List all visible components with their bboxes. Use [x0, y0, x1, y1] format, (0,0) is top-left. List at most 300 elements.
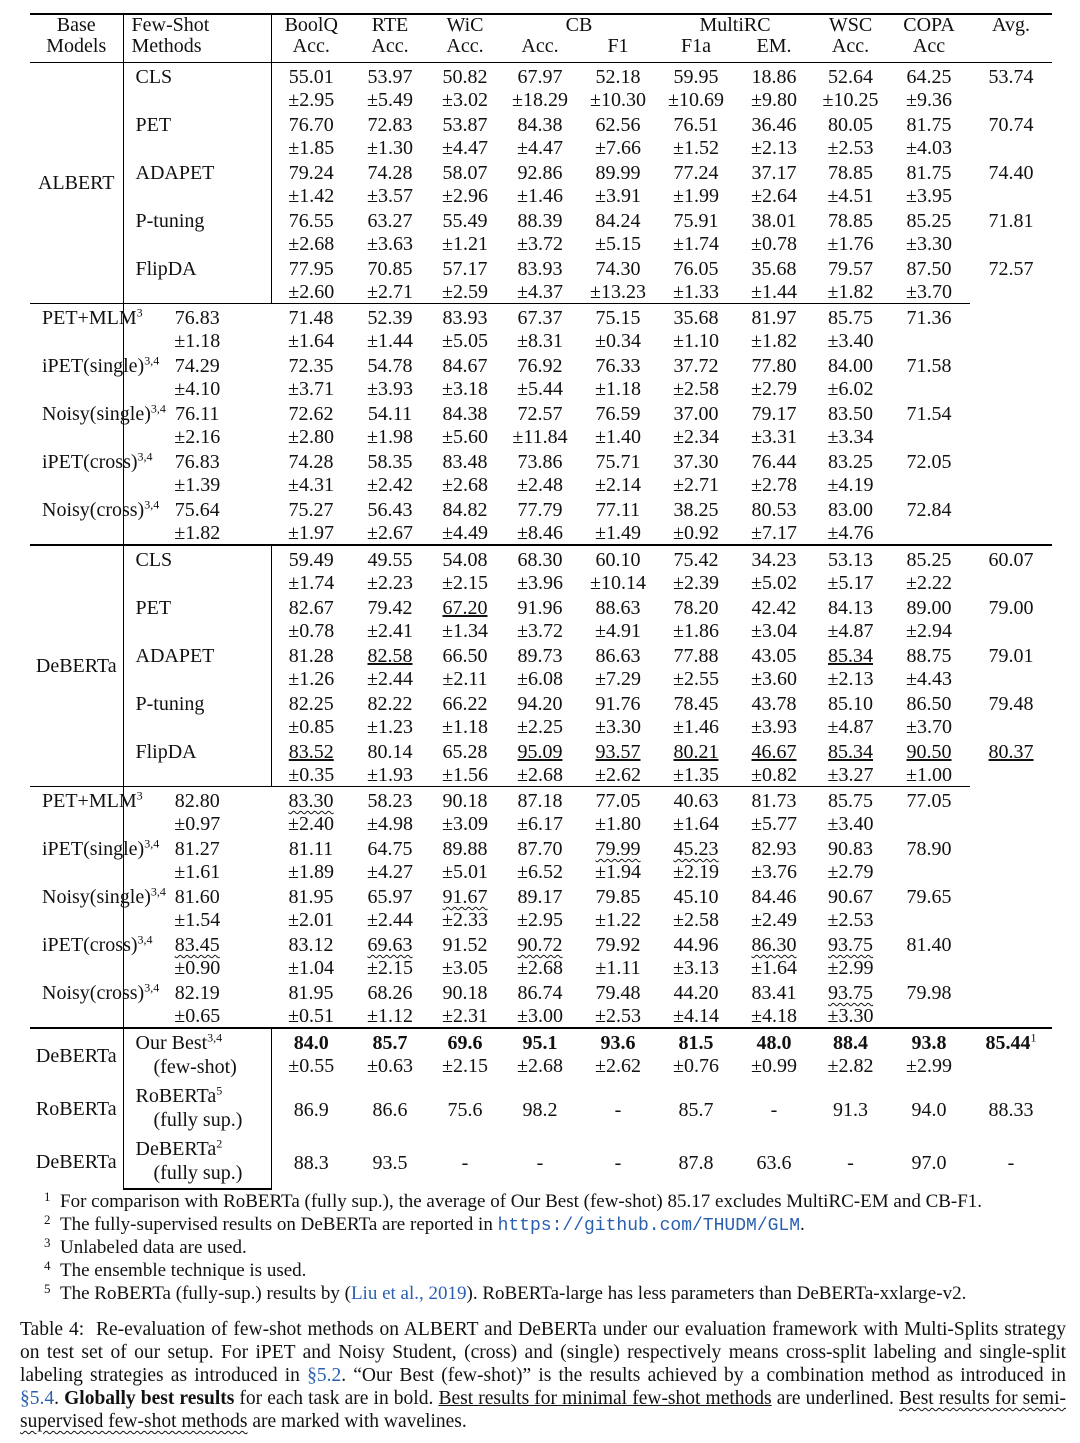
- std-cell: ±1.98: [367, 426, 413, 448]
- std-cell: ±1.61: [174, 861, 221, 883]
- std-cell: ±9.80: [751, 89, 797, 111]
- value-text: 93.75: [828, 982, 874, 1004]
- value-text: 90.67: [828, 886, 874, 908]
- base-model-label: RoBERTa: [30, 1082, 123, 1135]
- std-cell: [888, 957, 970, 979]
- value-cell: [888, 304, 970, 331]
- results-table: [30, 13, 1052, 1190]
- value-cell: [970, 594, 1052, 620]
- value-text: 78.45: [673, 693, 719, 715]
- value-cell: [813, 400, 888, 426]
- std-cell: ±1.93: [367, 764, 413, 786]
- base-models-header-2: Models: [30, 36, 123, 63]
- method-footnote-mark: 3: [136, 788, 143, 803]
- std-row: [30, 957, 1052, 979]
- std-cell: ±2.31: [442, 1005, 488, 1027]
- value-cell: [351, 1082, 429, 1135]
- value-text: 78.20: [673, 597, 719, 619]
- value-text: 83.52: [288, 741, 334, 763]
- value-cell: [888, 1028, 970, 1055]
- rte-header: RTE: [351, 14, 429, 36]
- value-text: 77.05: [906, 790, 952, 812]
- value-text: 88.4: [833, 1032, 869, 1054]
- value-text: 81.75: [906, 162, 952, 184]
- value-text: 59.49: [288, 549, 334, 571]
- table-row: [30, 496, 1052, 522]
- value-text: 76.70: [288, 114, 334, 136]
- std-cell: ±1.49: [595, 522, 641, 544]
- value-text: 70.85: [367, 258, 413, 280]
- std-cell: ±2.13: [751, 137, 797, 159]
- value-cell: [735, 642, 813, 668]
- value-cell: [735, 545, 813, 572]
- value-text: 68.30: [517, 549, 563, 571]
- value-text: 67.97: [517, 66, 563, 88]
- value-cell: [735, 883, 813, 909]
- method-label: FlipDA: [135, 741, 197, 763]
- footnote-1-mark: 1: [44, 1189, 51, 1204]
- std-cell: ±0.35: [288, 764, 335, 786]
- value-text: 75.27: [288, 499, 334, 521]
- cb-acc-header: Acc.: [501, 36, 579, 63]
- method-footnote-mark: 3,4: [144, 980, 160, 995]
- citation-link[interactable]: Liu et al., 2019: [350, 1283, 467, 1304]
- value-cell: [735, 63, 813, 90]
- std-cell: ±1.30: [367, 137, 413, 159]
- value-text: 80.21: [673, 741, 719, 763]
- std-cell: ±4.76: [827, 522, 874, 544]
- std-cell: ±3.40: [827, 813, 874, 835]
- value-text: 73.86: [517, 451, 563, 473]
- method-label: iPET(cross): [42, 934, 138, 956]
- value-cell: [657, 979, 735, 1005]
- method-name: [30, 979, 160, 1028]
- std-cell: ±3.70: [906, 716, 952, 738]
- method-footnote-mark: 3,4: [144, 836, 160, 851]
- value-text: 77.05: [595, 790, 641, 812]
- value-text: 52.64: [828, 66, 874, 88]
- value-cell: [271, 1135, 351, 1189]
- value-text: 52.39: [367, 307, 413, 329]
- value-text: 72.62: [288, 403, 334, 425]
- value-cell: [888, 255, 970, 281]
- std-cell: ±2.01: [288, 909, 334, 931]
- method-label: Noisy(single): [42, 403, 151, 425]
- value-text: 37.72: [673, 355, 719, 377]
- value-text: 76.11: [175, 403, 220, 425]
- value-text: 55.49: [442, 210, 488, 232]
- value-text: 89.17: [517, 886, 563, 908]
- value-cell: [429, 352, 501, 378]
- method-sublabel: (fully sup.): [123, 1108, 271, 1135]
- value-text: 52.18: [595, 66, 641, 88]
- value-cell: [970, 1082, 1052, 1135]
- value-cell: [735, 738, 813, 764]
- value-text: 58.07: [442, 162, 488, 184]
- std-cell: ±1.74: [673, 233, 719, 255]
- value-cell: [429, 642, 501, 668]
- std-cell: [970, 716, 1052, 738]
- std-cell: ±1.39: [174, 474, 221, 496]
- std-cell: ±2.68: [288, 233, 335, 255]
- value-cell: [735, 1082, 813, 1135]
- std-cell: ±2.68: [517, 957, 563, 979]
- value-cell: [579, 835, 657, 861]
- std-cell: ±3.96: [517, 572, 563, 594]
- final-row: [30, 1028, 1052, 1055]
- value-text: 79.42: [367, 597, 413, 619]
- value-text: 84.24: [595, 210, 641, 232]
- value-cell: [271, 400, 351, 426]
- std-cell: ±3.60: [751, 668, 797, 690]
- value-cell: [888, 1082, 970, 1135]
- std-cell: ±1.44: [751, 281, 797, 303]
- method-label: iPET(cross): [42, 451, 138, 473]
- value-text: 76.44: [751, 451, 797, 473]
- std-cell: [970, 764, 1052, 787]
- value-cell: [351, 159, 429, 185]
- method-name: [30, 787, 143, 836]
- rte-acc-header: Acc.: [351, 36, 429, 63]
- table-row: [30, 545, 1052, 572]
- method-label: ADAPET: [135, 645, 215, 667]
- table-row: [30, 63, 1052, 90]
- value-cell: [429, 690, 501, 716]
- caption-underline: Best results for minimal few-shot methods: [438, 1388, 772, 1409]
- value-text: 76.33: [595, 355, 641, 377]
- value-text: 90.18: [442, 790, 488, 812]
- value-text: 89.88: [442, 838, 488, 860]
- value-text: 75.91: [673, 210, 719, 232]
- value-cell: [813, 1028, 888, 1055]
- value-text: 79.48: [988, 693, 1034, 715]
- std-cell: ±3.93: [751, 716, 797, 738]
- value-text: 85.7: [678, 1098, 714, 1121]
- table-row: [30, 787, 1052, 814]
- value-text: -: [847, 1152, 854, 1174]
- std-cell: ±1.44: [367, 330, 413, 352]
- std-cell: ±4.43: [906, 668, 952, 690]
- value-text: 83.25: [828, 451, 874, 473]
- value-text: 67.20: [442, 597, 488, 619]
- value-cell: [501, 255, 579, 281]
- value-text: 90.83: [828, 838, 874, 860]
- method-label: Noisy(cross): [42, 499, 145, 521]
- method-name: [123, 207, 271, 255]
- value-cell: [429, 63, 501, 90]
- value-text: 64.25: [906, 66, 952, 88]
- std-cell: [888, 861, 970, 883]
- std-cell: ±0.63: [367, 1055, 413, 1077]
- value-text: 50.82: [442, 66, 488, 88]
- value-cell: [501, 207, 579, 233]
- method-footnote-mark: 3,4: [137, 932, 153, 947]
- method-label: ADAPET: [135, 162, 215, 184]
- std-cell: [970, 620, 1052, 642]
- value-cell: [657, 642, 735, 668]
- value-cell: [813, 255, 888, 281]
- std-cell: ±4.47: [442, 137, 488, 159]
- value-cell: [351, 931, 429, 957]
- value-cell: [735, 400, 813, 426]
- method-label: Our Best: [135, 1032, 208, 1054]
- std-cell: [970, 281, 1052, 304]
- value-cell: [657, 787, 735, 814]
- std-cell: ±4.49: [442, 522, 488, 544]
- section-ref-5-2[interactable]: §5.2: [307, 1365, 342, 1386]
- value-cell: [813, 1082, 888, 1135]
- method-name: [30, 448, 153, 496]
- value-text: 83.12: [288, 934, 334, 956]
- std-cell: ±1.34: [442, 620, 488, 642]
- std-cell: ±2.67: [367, 522, 413, 544]
- std-cell: ±0.55: [288, 1055, 335, 1077]
- value-text: 83.30: [288, 790, 334, 812]
- value-text: 81.75: [906, 114, 952, 136]
- value-cell: [351, 545, 429, 572]
- value-cell: [970, 642, 1052, 668]
- std-cell: ±11.84: [512, 426, 568, 448]
- value-cell: [888, 496, 970, 522]
- value-cell: [888, 738, 970, 764]
- std-cell: ±13.23: [590, 281, 646, 303]
- value-text: 80.05: [828, 114, 874, 136]
- value-cell: [501, 979, 579, 1005]
- std-cell: ±2.53: [827, 909, 874, 931]
- value-cell: [888, 1135, 970, 1189]
- value-cell: [429, 111, 501, 137]
- std-cell: ±3.09: [442, 813, 488, 835]
- value-cell: [351, 207, 429, 233]
- value-text: 72.57: [517, 403, 563, 425]
- final-row-2: [30, 1055, 1052, 1082]
- footnote-4: [44, 1259, 1064, 1282]
- section-ref-5-4[interactable]: §5.4: [20, 1388, 55, 1409]
- value-text: 91.3: [833, 1098, 869, 1121]
- std-cell: ±2.15: [442, 572, 488, 594]
- std-cell: ±5.15: [595, 233, 641, 255]
- method-sublabel: (fully sup.): [123, 1161, 271, 1189]
- std-cell: ±18.29: [512, 89, 568, 111]
- std-cell: ±0.78: [288, 620, 335, 642]
- std-cell: ±7.29: [595, 668, 641, 690]
- value-cell: [970, 545, 1052, 572]
- value-cell: [813, 207, 888, 233]
- value-text: 82.19: [174, 982, 220, 1004]
- value-text: 88.33: [988, 1098, 1034, 1121]
- value-text: 82.22: [367, 693, 413, 715]
- value-cell: [813, 63, 888, 90]
- footnote-5-text: The RoBERTa (fully-sup.) results by (: [60, 1283, 351, 1304]
- value-text: 94.0: [911, 1098, 947, 1121]
- std-cell: ±2.16: [174, 426, 221, 448]
- std-cell: ±1.64: [673, 813, 719, 835]
- value-text: 71.58: [906, 355, 952, 377]
- value-cell: [351, 1135, 429, 1189]
- value-cell: [735, 1135, 813, 1189]
- value-cell: [970, 63, 1052, 90]
- value-text: 65.97: [367, 886, 413, 908]
- table-row: [30, 835, 1052, 861]
- value-cell: [579, 690, 657, 716]
- value-cell: [351, 594, 429, 620]
- std-cell: ±1.21: [442, 233, 488, 255]
- value-cell: [735, 1028, 813, 1055]
- std-cell: ±1.89: [288, 861, 334, 883]
- value-text: 83.93: [517, 258, 563, 280]
- std-cell: ±2.96: [442, 185, 488, 207]
- value-text: 60.10: [595, 549, 641, 571]
- std-cell: ±2.15: [442, 1055, 488, 1077]
- value-text: 78.85: [828, 210, 874, 232]
- value-text: 88.75: [906, 645, 952, 667]
- value-cell: [501, 738, 579, 764]
- value-text: 79.85: [595, 886, 641, 908]
- std-cell: [970, 572, 1052, 594]
- caption-text-1: Re-evaluation of few-shot methods on ALBERT and DeBERTa under our evaluation framework with Multi-Splits strategy on test set of our setup. For iPET and Noisy Student, (cross) and (single) respectively means cross-split labeling and single-split labeling strategies as introduced in: [20, 1319, 1067, 1386]
- method-name: [30, 400, 166, 448]
- method-footnote-mark: 3: [136, 305, 143, 320]
- value-cell: [813, 787, 888, 814]
- std-cell: [888, 522, 970, 545]
- footnote-5: [44, 1282, 1064, 1305]
- method-label: iPET(single): [42, 355, 145, 377]
- value-cell: [271, 1028, 351, 1055]
- value-text: 83.41: [751, 982, 797, 1004]
- value-text: 87.50: [906, 258, 952, 280]
- std-cell: ±3.30: [595, 716, 641, 738]
- std-cell: ±1.22: [595, 909, 641, 931]
- std-row: [30, 1005, 1052, 1028]
- std-cell: ±3.31: [751, 426, 797, 448]
- table-row: [30, 400, 1052, 426]
- value-cell: [657, 594, 735, 620]
- std-cell: ±5.44: [517, 378, 563, 400]
- std-cell: [888, 909, 970, 931]
- std-cell: ±2.44: [367, 668, 413, 690]
- value-cell: [970, 207, 1052, 233]
- value-text: 37.30: [673, 451, 719, 473]
- std-cell: ±2.68: [442, 474, 488, 496]
- value-cell: [813, 931, 888, 957]
- footnote-1: [44, 1190, 1064, 1213]
- value-text: 54.11: [367, 403, 413, 425]
- wsc-header: WSC: [813, 14, 888, 36]
- value-text: 86.6: [372, 1098, 408, 1121]
- value-text: 82.67: [288, 597, 334, 619]
- std-cell: [888, 378, 970, 400]
- value-text: 82.58: [367, 645, 413, 667]
- value-cell: [271, 255, 351, 281]
- value-cell: [735, 594, 813, 620]
- footnote-3-mark: 3: [44, 1235, 51, 1250]
- std-cell: ±3.91: [595, 185, 641, 207]
- value-cell: [501, 642, 579, 668]
- value-text: 65.28: [442, 741, 488, 763]
- std-cell: ±3.18: [442, 378, 488, 400]
- std-cell: ±10.30: [590, 89, 646, 111]
- table-row: [30, 352, 1052, 378]
- std-cell: ±3.00: [517, 1005, 563, 1027]
- github-link[interactable]: https://github.com/THUDM/GLM: [497, 1216, 801, 1236]
- value-cell: [888, 400, 970, 426]
- method-name: [123, 1028, 271, 1055]
- value-text: 83.93: [442, 307, 488, 329]
- value-text: 81.97: [751, 307, 797, 329]
- std-cell: ±0.65: [174, 1005, 221, 1027]
- value-cell: [501, 1028, 579, 1055]
- std-cell: [970, 1055, 1052, 1082]
- value-cell: [271, 448, 351, 474]
- value-cell: [657, 448, 735, 474]
- value-cell: [351, 255, 429, 281]
- value-cell: [429, 979, 501, 1005]
- std-cell: ±1.26: [288, 668, 335, 690]
- value-cell: [271, 304, 351, 331]
- method-name: [30, 352, 160, 400]
- std-cell: ±1.76: [827, 233, 874, 255]
- method-name: [123, 690, 271, 738]
- value-cell: [970, 255, 1052, 281]
- std-cell: ±0.85: [288, 716, 335, 738]
- std-cell: [970, 89, 1052, 111]
- value-text: 42.42: [751, 597, 797, 619]
- value-cell: [579, 448, 657, 474]
- value-cell: [888, 594, 970, 620]
- std-cell: ±3.93: [367, 378, 413, 400]
- std-cell: ±10.14: [590, 572, 646, 594]
- value-text: 45.10: [673, 886, 719, 908]
- value-text: 87.8: [678, 1152, 714, 1174]
- value-text: 71.54: [906, 403, 952, 425]
- value-cell: [888, 545, 970, 572]
- std-cell: ±2.19: [673, 861, 719, 883]
- value-cell: [657, 690, 735, 716]
- caption-bold: Globally best results: [64, 1388, 235, 1409]
- value-cell: [271, 159, 351, 185]
- value-cell: [813, 642, 888, 668]
- value-text: 18.86: [751, 66, 797, 88]
- std-cell: ±1.04: [288, 957, 334, 979]
- value-cell: [657, 1082, 735, 1135]
- value-cell: [501, 111, 579, 137]
- value-cell: [888, 111, 970, 137]
- value-text: 85.44: [985, 1032, 1031, 1054]
- value-text: 86.50: [906, 693, 952, 715]
- value-text: 76.83: [174, 307, 220, 329]
- std-cell: ±4.14: [673, 1005, 719, 1027]
- value-cell: [351, 111, 429, 137]
- std-cell: ±3.02: [442, 89, 488, 111]
- method-name: [30, 931, 153, 979]
- value-text: 64.75: [367, 838, 413, 860]
- value-text: 83.00: [828, 499, 874, 521]
- value-text: 49.55: [367, 549, 413, 571]
- value-cell: [888, 159, 970, 185]
- value-cell: [501, 63, 579, 90]
- value-text: 85.7: [372, 1032, 408, 1054]
- wic-acc-header: Acc.: [429, 36, 501, 63]
- std-cell: ±4.10: [174, 378, 221, 400]
- std-cell: ±2.68: [517, 1055, 563, 1077]
- table-row: [30, 738, 1052, 764]
- method-label: P-tuning: [135, 210, 205, 232]
- std-cell: ±2.13: [827, 668, 874, 690]
- value-cell: [813, 594, 888, 620]
- value-text: 79.57: [828, 258, 874, 280]
- value-cell: [657, 352, 735, 378]
- value-text: 91.96: [517, 597, 563, 619]
